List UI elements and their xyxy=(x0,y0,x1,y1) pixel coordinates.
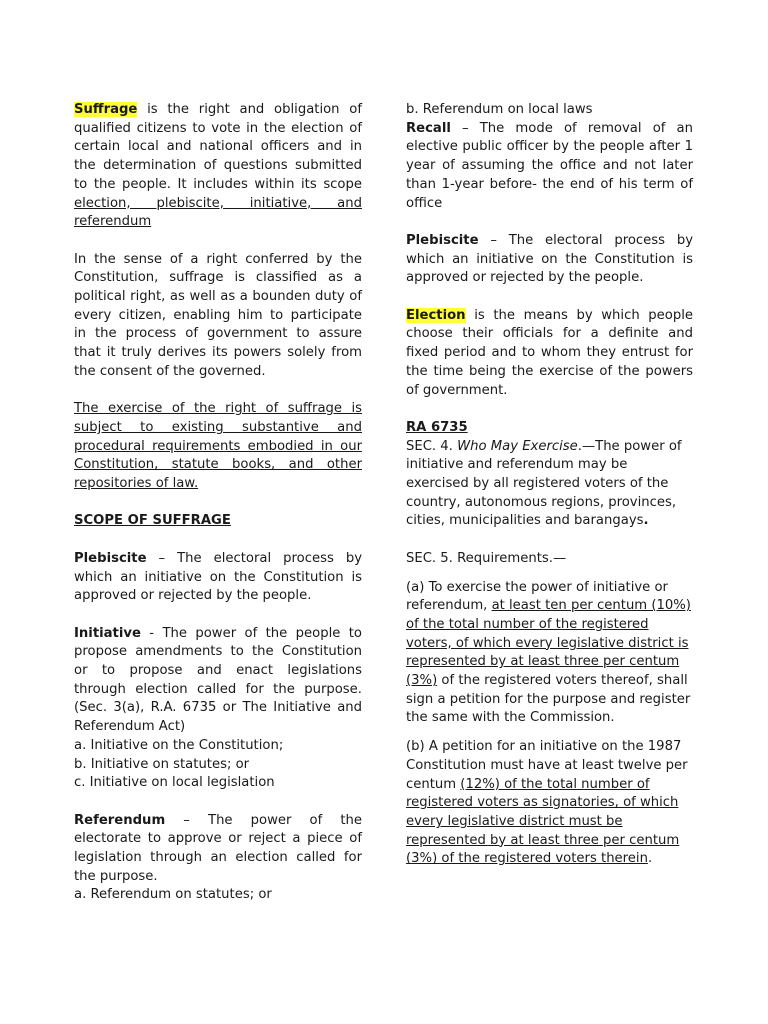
ra-heading: RA 6735 xyxy=(406,419,468,435)
recall-text: – The mode of removal of an elective public officer by the people after 1 year of assuming the office and not later than 1-year before- the end of his term of office xyxy=(406,120,693,211)
list-item: c. Initiative on local legislation xyxy=(74,775,275,791)
scope-heading: SCOPE OF SUFFRAGE xyxy=(74,513,231,529)
suffrage-term: Suffrage xyxy=(74,102,138,117)
sec4-paragraph xyxy=(406,438,693,532)
exercise-paragraph: The exercise of the right of suffrage is subject to existing substantive and procedural requirements embodied in our Constitution, statute books, and other repositories of law. xyxy=(74,401,362,492)
sec5-heading: SEC. 5. Requirements.— xyxy=(406,550,567,566)
plebiscite-definition-left xyxy=(74,550,362,606)
sec5-a-underlined: at least ten per centum (10%) of the total number of the registered voters, of which every legislative district is represented by at least three per centum (3%) xyxy=(406,598,691,689)
sec5-a-paragraph xyxy=(406,579,693,729)
initiative-list xyxy=(74,737,362,793)
suffrage-definition xyxy=(74,101,362,232)
election-text: is the means by which people choose their officials for a definite and fixed period and to whom they entrust for the time being the exercise of the powers of government. xyxy=(406,307,693,398)
sec5-a-pre: (a) To exercise the power of initiative or referendum, xyxy=(406,579,668,614)
referendum-definition xyxy=(74,812,362,887)
sec5-b-paragraph xyxy=(406,738,693,869)
plebiscite-term: Plebiscite xyxy=(74,550,147,566)
plebiscite-term: Plebiscite xyxy=(406,232,479,248)
right-column xyxy=(406,101,693,869)
referendum-text: – The power of the electorate to approve or reject a piece of legislation through an election called for the purpose. xyxy=(74,812,362,884)
plebiscite-definition-right xyxy=(406,232,693,288)
referendum-term: Referendum xyxy=(74,812,166,828)
suffrage-scope-underlined: election, plebiscite, initiative, and referendum xyxy=(74,195,362,230)
initiative-term: Initiative xyxy=(74,625,141,641)
sec5-b-pre: (b) A petition for an initiative on the 1987 Constitution must have at least twelve per centum xyxy=(406,739,688,792)
left-column xyxy=(74,101,362,905)
sec4-end: . xyxy=(643,513,649,529)
suffrage-text: is the right and obligation of qualified citizens to vote in the election of certain local and national officers and in the determination of questions submitted to the people. It includes within its scope xyxy=(74,102,362,192)
sec4-prefix: SEC. 4. xyxy=(406,438,458,454)
sec4-body: .—The power of initiative and referendum may be exercised by all registered voters of the country, autonomous regions, provinces, cities, municipalities and barangays xyxy=(406,438,682,529)
recall-term: Recall xyxy=(406,120,451,136)
election-term: Election xyxy=(406,307,466,323)
sec5-a-post: of the registered voters thereof, shall sign a petition for the purpose and register the same with the Commission. xyxy=(406,673,691,726)
recall-definition xyxy=(406,120,693,214)
sec5-b-post: . xyxy=(647,851,653,867)
sec5-b-underlined: (12%) of the total number of registered voters as signatories, of which every legislative district must be represented by at least three per centum (3%) of the registered voters therein xyxy=(406,776,680,867)
plebiscite-text: – The electoral process by which an initiative on the Constitution is approved or rejected by the people. xyxy=(406,232,693,286)
initiative-text: - The power of the people to propose amendments to the Constitution or to propose and enact legislations through election called for the purpose. (Sec. 3(a), R.A. 6735 or The Initiative and Referendum Act) xyxy=(74,625,362,735)
referendum-item-b: b. Referendum on local laws xyxy=(406,102,593,117)
sense-paragraph: In the sense of a right conferred by the Constitution, suffrage is classified as a political right, as well as a bounden duty of every citizen, enabling him to participate in the process of government to assure that it truly derives its powers solely from the consent of the governed. xyxy=(74,251,362,379)
sec4-title: Who May Exercise xyxy=(457,438,578,454)
referendum-list xyxy=(74,886,362,905)
plebiscite-text: – The electoral process by which an initiative on the Constitution is approved or rejected by the people. xyxy=(74,550,362,604)
list-item: b. Initiative on statutes; or xyxy=(74,756,250,772)
list-item: a. Referendum on statutes; or xyxy=(74,887,272,903)
initiative-definition xyxy=(74,625,362,737)
list-item: a. Initiative on the Constitution; xyxy=(74,737,284,753)
election-definition xyxy=(406,307,693,401)
